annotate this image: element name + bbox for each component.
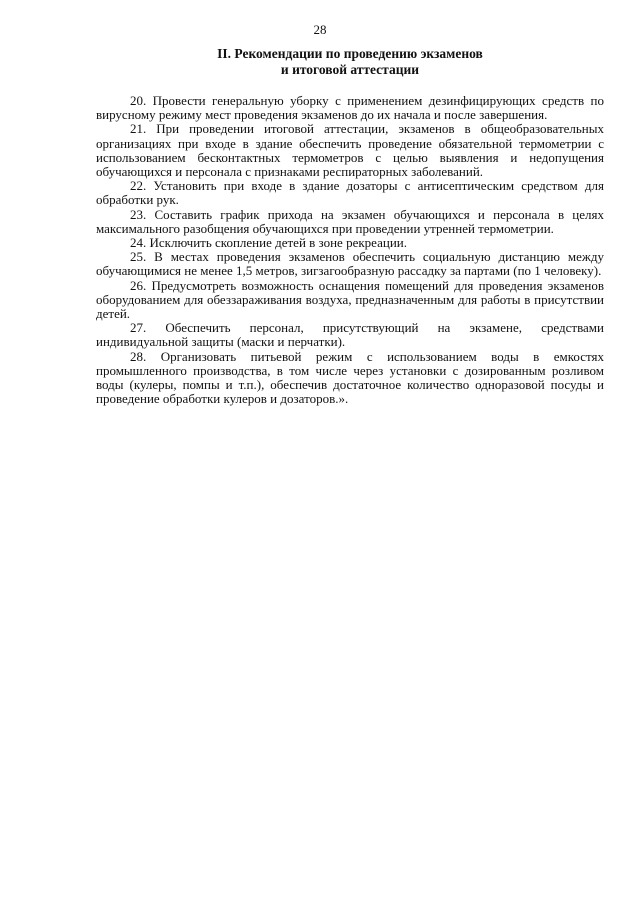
paragraph-28: 28. Организовать питьевой режим с использованием воды в емкостях промышленного производства, в том числе через установки с дозированным розливом воды (кулеры, помпы и т.п.), обеспечив достаточное количество одноразовой посуды и проведение обработки кулеров и дозаторов.». [96,348,604,407]
paragraph-21: 21. При проведении итоговой аттестации, экзаменов в общеобразовательных организациях при входе в здание обеспечить проведение обязательной термометрии с использованием бесконтактных термометров с целью выявления и недопущения обучающихся и персонала с признаками респираторных заболеваний. [96,121,604,180]
paragraph-27: 27. Обеспечить персонал, присутствующий на экзамене, средствами индивидуальной защиты (маски и перчатки). [96,320,604,350]
paragraph-24: 24. Исключить скопление детей в зоне рекреации. [130,235,407,251]
paragraph-23: 23. Составить график прихода на экзамен обучающихся и персонала в целях максимального разобщения обучающихся при проведении утренней термометрии. [96,206,604,236]
paragraph-20: 20. Провести генеральную уборку с применением дезинфицирующих средств по вирусному режиму мест проведения экзаменов до их начала и после завершения. [96,93,604,123]
section-heading-line-2: и итоговой аттестации [280,62,420,77]
section-heading-line-1: II. Рекомендации по проведению экзаменов [217,46,483,61]
paragraph-25: 25. В местах проведения экзаменов обеспечить социальную дистанцию между обучающимися не менее 1,5 метров, зигзагообразную рассадку за партами (по 1 человеку). [96,249,604,279]
page-number: 28 [313,22,327,37]
paragraph-26: 26. Предусмотреть возможность оснащения помещений для проведения экзаменов оборудованием для обеззараживания воздуха, предназначенным для работы в присутствии детей. [96,277,604,322]
paragraph-22: 22. Установить при входе в здание дозаторы с антисептическим средством для обработки рук. [96,178,604,208]
section-heading [96,46,604,78]
document-body [96,94,604,406]
